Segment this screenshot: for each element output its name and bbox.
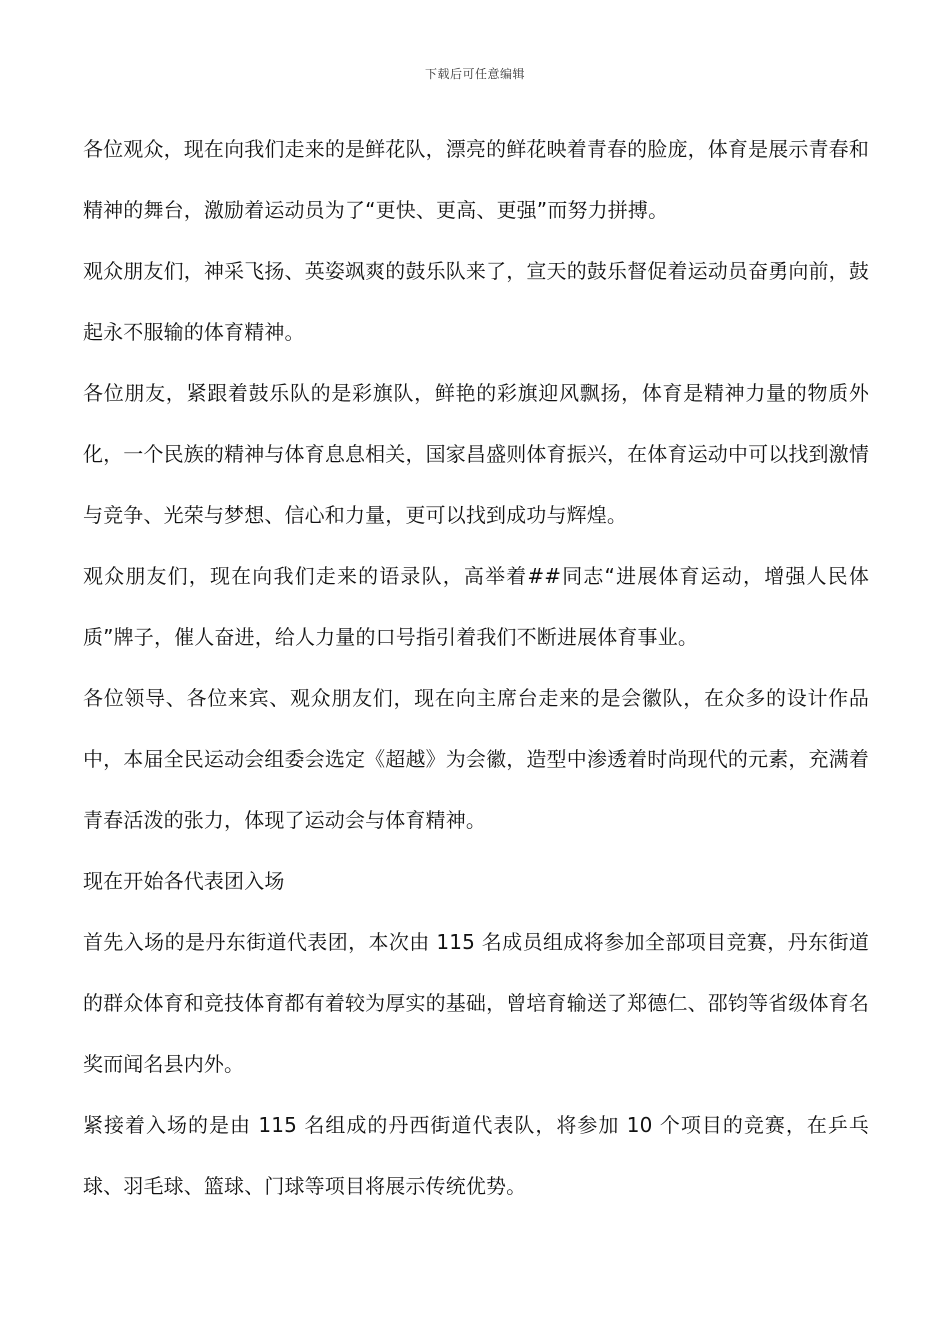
paragraph-danxi-delegation: 紧接着入场的是由 115 名组成的丹西街道代表队，将参加 10 个项目的竞赛，在乒乓球、羽毛球、篮球、门球等项目将展示传统优势。 <box>83 1113 869 1198</box>
document-body <box>83 119 869 1217</box>
paragraph-delegations-entry: 现在开始各代表团入场 <box>83 869 285 893</box>
page-header: 下载后可任意编辑 <box>424 67 525 81</box>
paragraph-flower-team: 各位观众，现在向我们走来的是鲜花队，漂亮的鲜花映着青春的脸庞，体育是展示青春和精神的舞台，激励着运动员为了“更快、更高、更强”而努力拼搏。 <box>83 137 869 222</box>
paragraph-drum-band: 观众朋友们，神采飞扬、英姿飒爽的鼓乐队来了，宣天的鼓乐督促着运动员奋勇向前，鼓起永不服输的体育精神。 <box>83 259 869 344</box>
paragraph-emblem-team: 各位领导、各位来宾、观众朋友们，现在向主席台走来的是会徽队，在众多的设计作品中，本届全民运动会组委会选定《超越》为会徽，造型中渗透着时尚现代的元素，充满着青春活泼的张力，体现了运动会与体育精神。 <box>83 686 869 832</box>
paragraph-dandong-delegation: 首先入场的是丹东街道代表团，本次由 115 名成员组成将参加全部项目竞赛，丹东街道的群众体育和竞技体育都有着较为厚实的基础，曾培育输送了郑德仁、邵钧等省级体育名奖而闻名县内外。 <box>83 930 869 1076</box>
paragraph-quote-team: 观众朋友们，现在向我们走来的语录队，高举着##同志“进展体育运动，增强人民体质”牌子，催人奋进，给人力量的口号指引着我们不断进展体育事业。 <box>83 564 869 649</box>
paragraph-flag-team: 各位朋友，紧跟着鼓乐队的是彩旗队，鲜艳的彩旗迎风飘扬，体育是精神力量的物质外化，一个民族的精神与体育息息相关，国家昌盛则体育振兴，在体育运动中可以找到激情与竞争、光荣与梦想、信心和力量，更可以找到成功与辉煌。 <box>83 381 869 527</box>
